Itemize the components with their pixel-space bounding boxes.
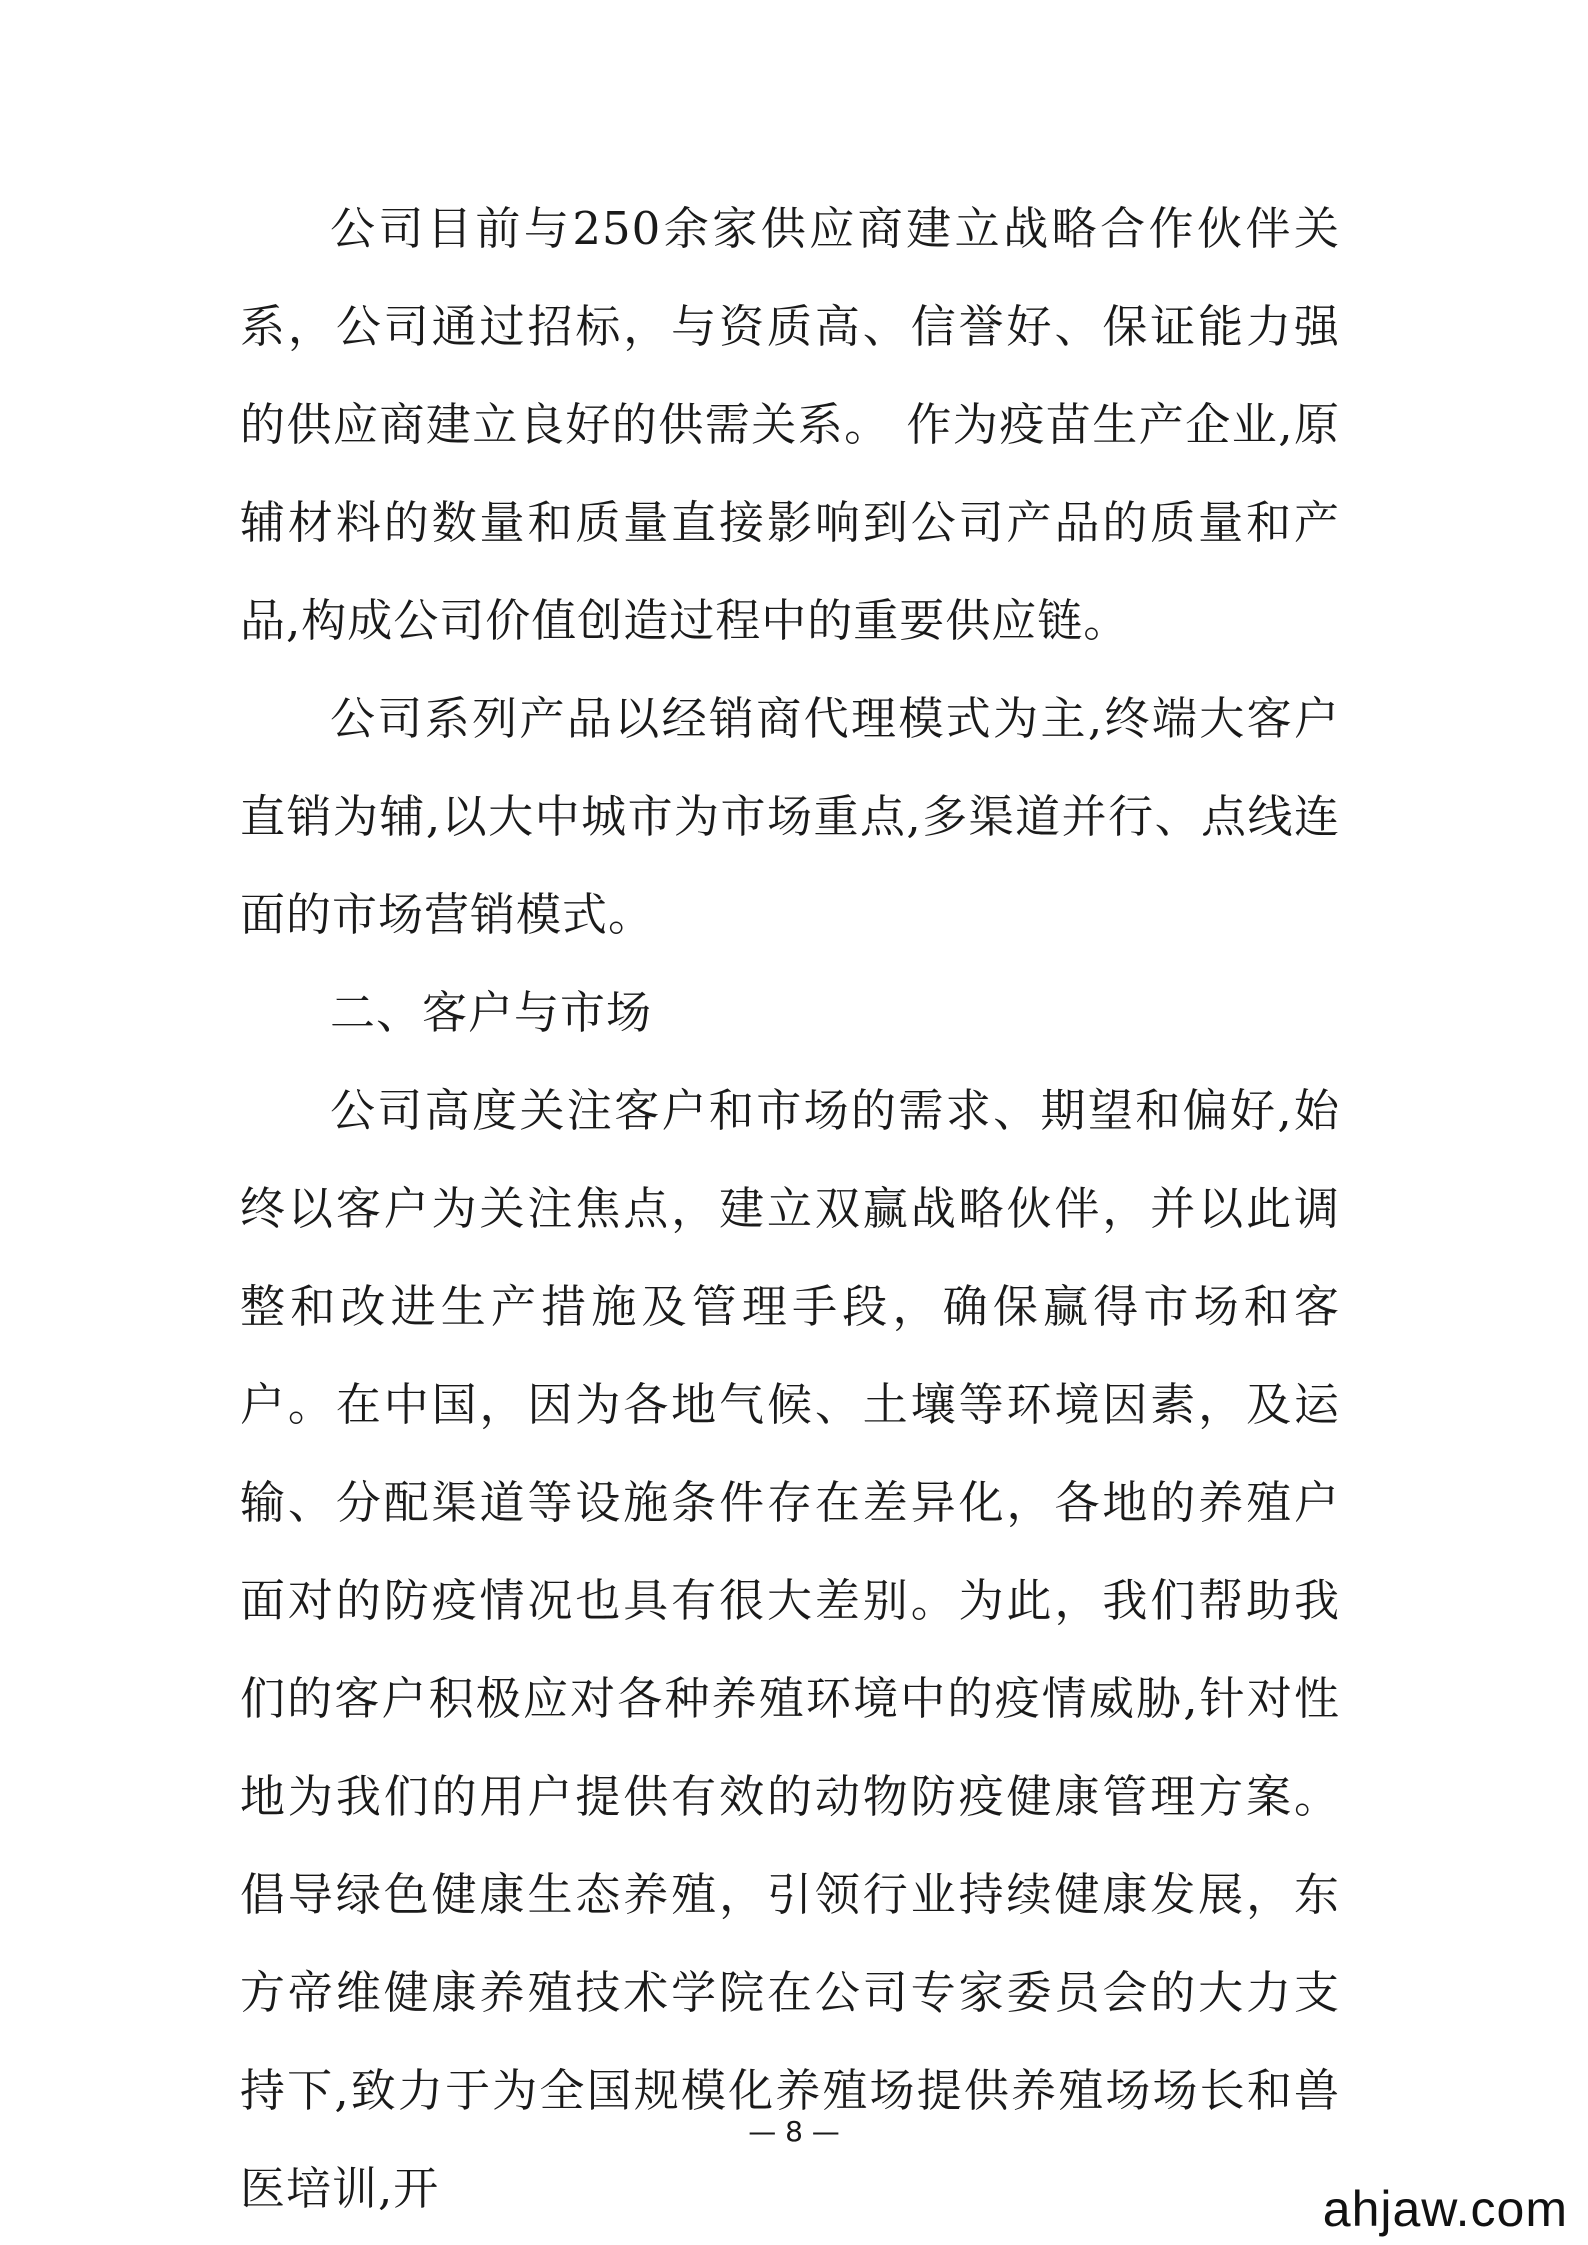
document-body (240, 180, 1340, 2238)
paragraph-customers-market: 公司高度关注客户和市场的需求、期望和偏好,始终以客户为关注焦点，建立双赢战略伙伴，并以此调整和改进生产措施及管理手段，确保赢得市场和客户。在中国，因为各地气候、土壤等环境因素，及运输、分配渠道等设施条件存在差异化，各地的养殖户面对的防疫情况也具有很大差别。为此，我们帮助我们的客户积极应对各种养殖环境中的疫情威胁,针对性地为我们的用户提供有效的动物防疫健康管理方案。倡导绿色健康生态养殖，引领行业持续健康发展，东方帝维健康养殖技术学院在公司专家委员会的大力支持下,致力于为全国规模化养殖场提供养殖场场长和兽医培训,开 (240, 1084, 1340, 2215)
site-watermark: ahjaw.com (1322, 2181, 1568, 2237)
paragraph-sales-model: 公司系列产品以经销商代理模式为主,终端大客户直销为辅,以大中城市为市场重点,多渠道并行、点线连面的市场营销模式。 (240, 692, 1340, 941)
page-number: — 8 — (748, 2115, 840, 2148)
section-heading: 二、客户与市场 (330, 986, 653, 1039)
paragraph-suppliers: 公司目前与250余家供应商建立战略合作伙伴关系，公司通过招标，与资质高、信誉好、保证能力强的供应商建立良好的供需关系。 作为疫苗生产企业,原辅材料的数量和质量直接影响到公司产品的质量和产品,构成公司价值创造过程中的重要供应链。 (240, 202, 1340, 647)
